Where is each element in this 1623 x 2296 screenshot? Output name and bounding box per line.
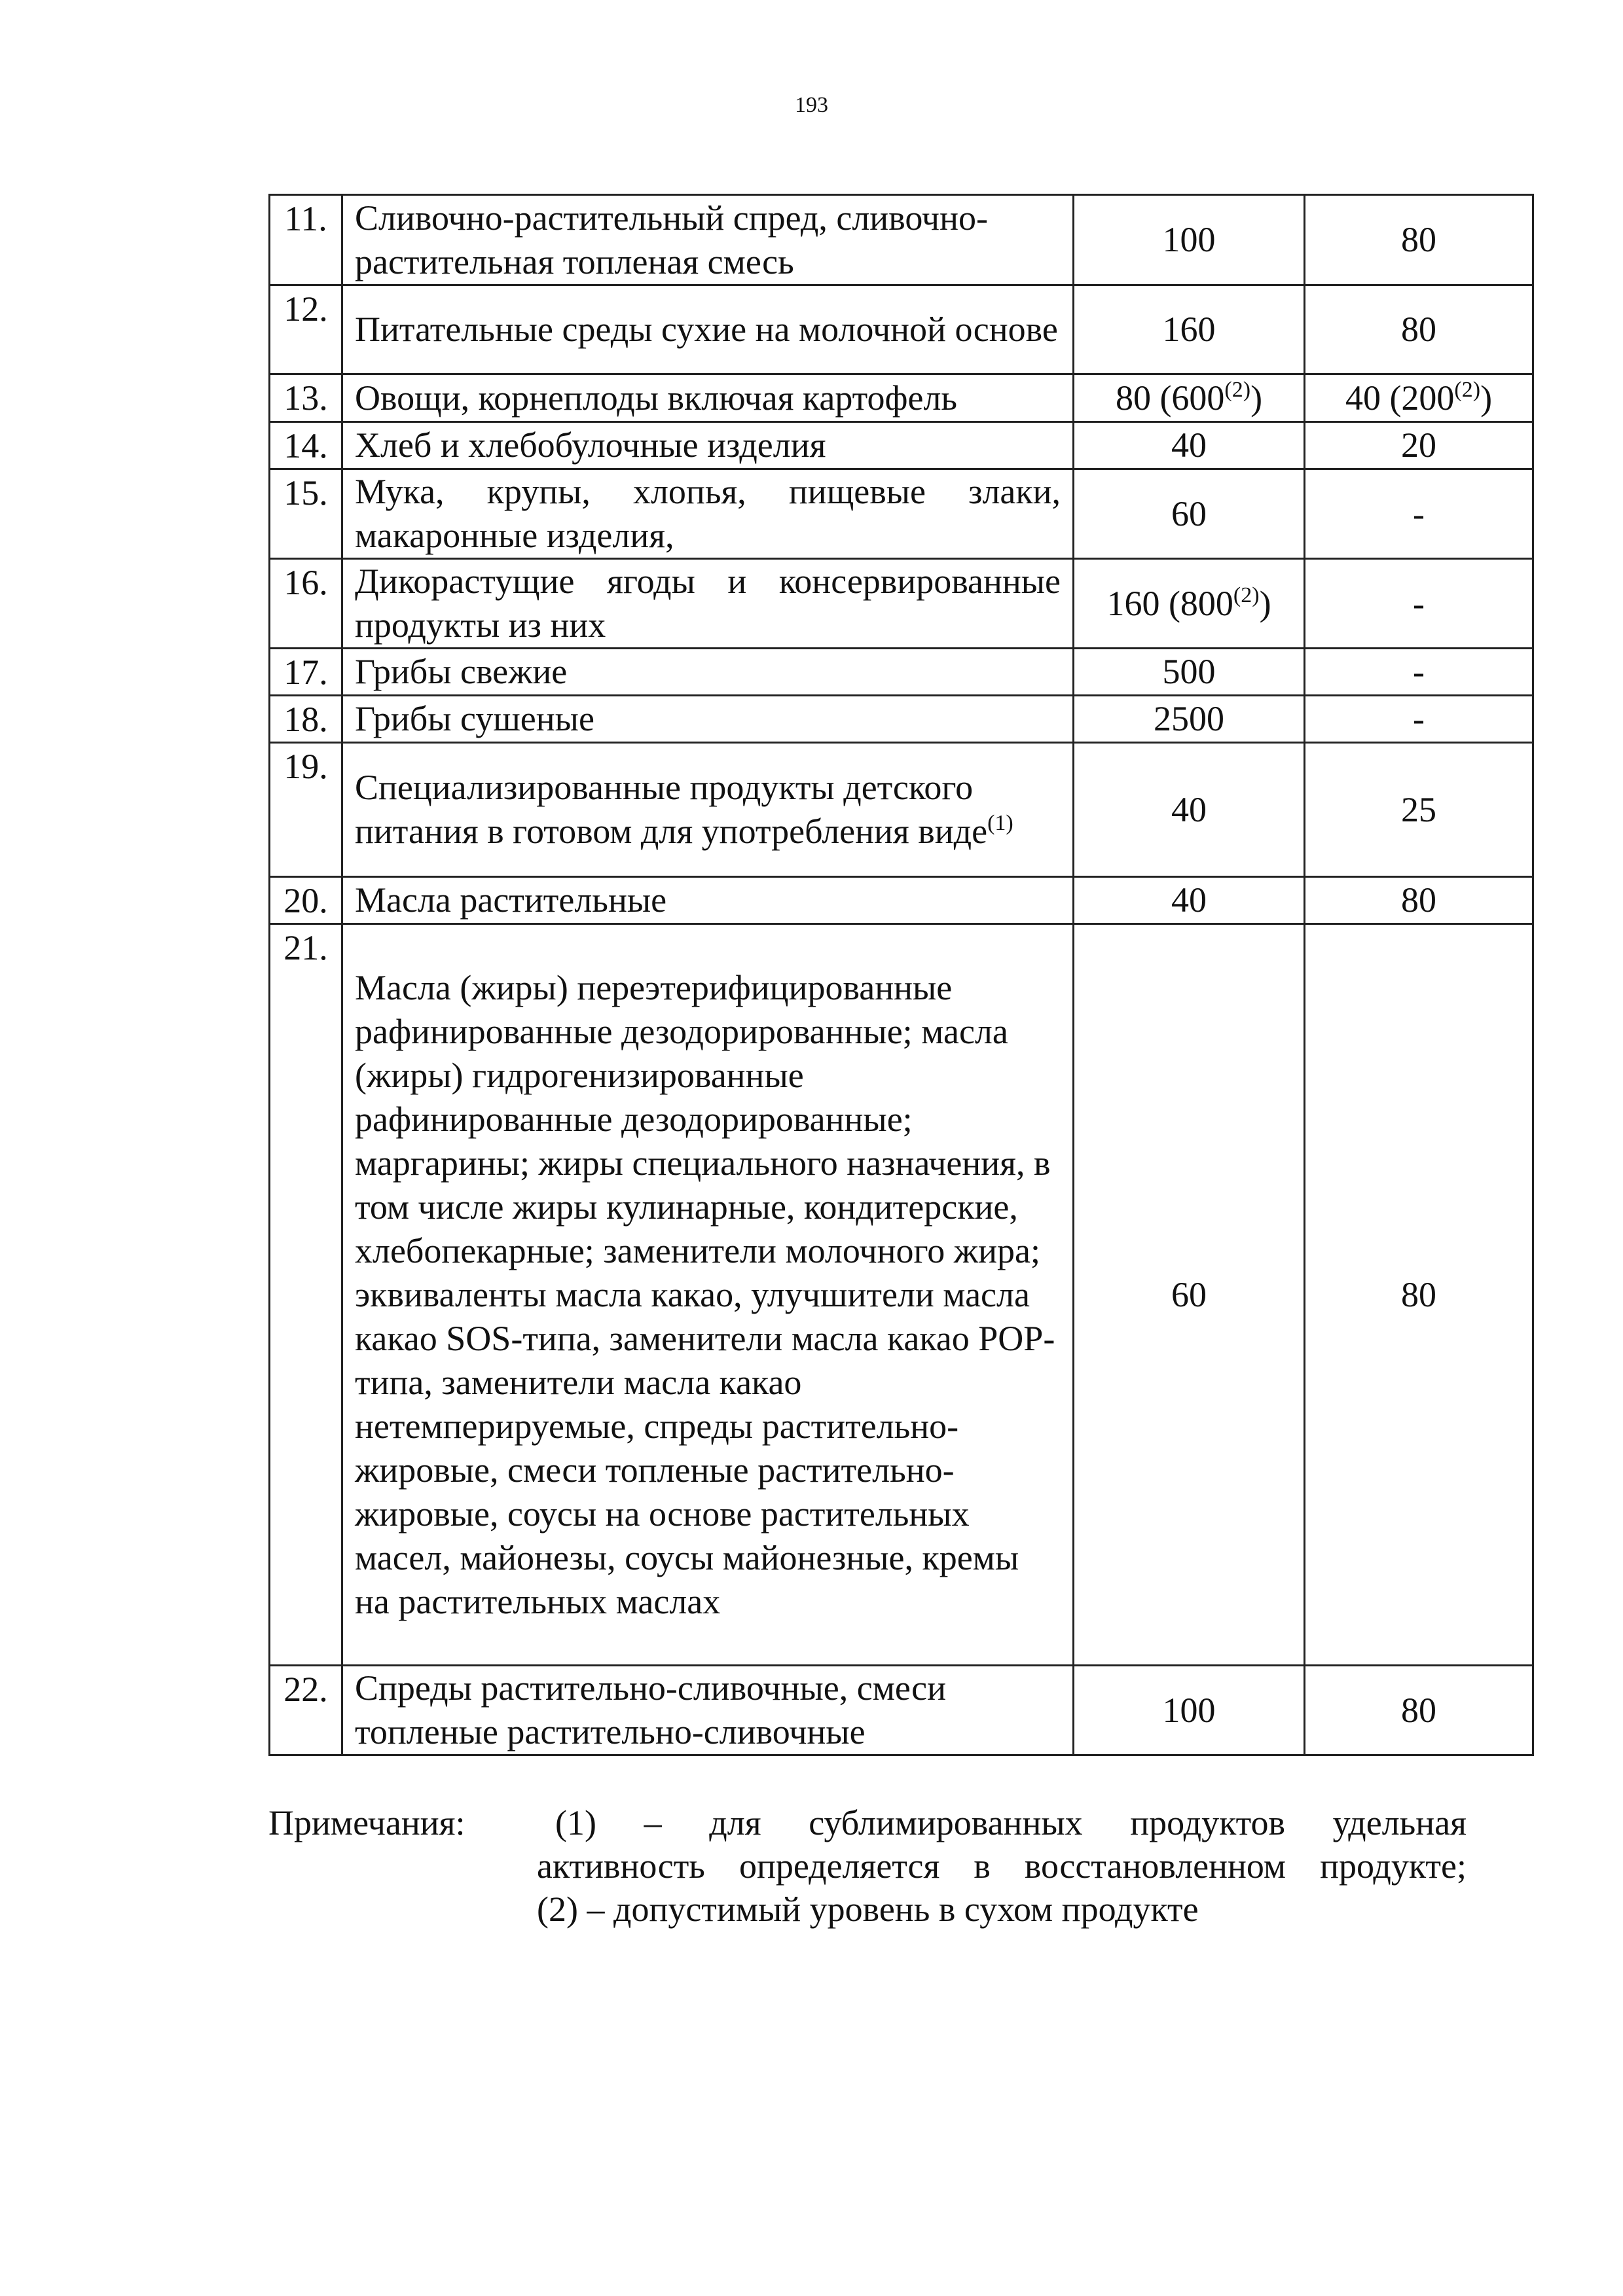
contamination-limits-table <box>268 194 1534 1756</box>
value-column-1 <box>1074 374 1305 422</box>
table-row <box>270 649 1533 696</box>
value-column-2 <box>1305 374 1533 422</box>
value-main: 80 (600 <box>1115 378 1225 418</box>
table-row <box>270 559 1533 649</box>
value-column-2: - <box>1305 469 1533 559</box>
footnote-marker: (1) <box>987 811 1013 835</box>
value-column-1: 500 <box>1074 649 1305 696</box>
page-number: 193 <box>795 93 828 117</box>
product-name: Питательные среды сухие на молочной основе <box>342 285 1074 374</box>
value-column-1: 60 <box>1074 924 1305 1666</box>
row-number: 12. <box>270 285 342 374</box>
value-column-2: 80 <box>1305 285 1533 374</box>
value-tail: ) <box>1480 378 1493 418</box>
product-name: Мука, крупы, хлопья, пищевые злаки, макаронные изделия, <box>342 469 1074 559</box>
value-column-2: 25 <box>1305 743 1533 877</box>
value-column-1: 100 <box>1074 195 1305 285</box>
note-line-1: (1) – для сублимированных продуктов удельная <box>555 1803 1467 1842</box>
table-row <box>270 422 1533 469</box>
footnote-marker: (2) <box>1224 377 1251 402</box>
value-column-1: 40 <box>1074 422 1305 469</box>
value-column-2: - <box>1305 559 1533 649</box>
value-tail: ) <box>1259 583 1271 623</box>
product-name: Грибы свежие <box>342 649 1074 696</box>
value-column-2: 20 <box>1305 422 1533 469</box>
value-column-2: - <box>1305 696 1533 743</box>
value-column-1 <box>1074 559 1305 649</box>
row-number: 19. <box>270 743 342 877</box>
footnote-marker: (2) <box>1233 583 1260 607</box>
product-name: Хлеб и хлебобулочные изделия <box>342 422 1074 469</box>
notes-label: Примечания: <box>268 1803 465 1842</box>
table-row <box>270 374 1533 422</box>
product-name: Дикорастущие ягоды и консервированные продукты из них <box>342 559 1074 649</box>
value-column-1: 60 <box>1074 469 1305 559</box>
product-name: Масла растительные <box>342 877 1074 924</box>
product-name-text: Специализированные продукты детского питания в готовом для употребления виде <box>355 768 988 851</box>
value-column-1: 100 <box>1074 1666 1305 1755</box>
value-main: 40 (200 <box>1345 378 1455 418</box>
note-line-3: (2) – допустимый уровень в сухом продукте <box>537 1890 1199 1929</box>
value-column-2: 80 <box>1305 195 1533 285</box>
row-number: 11. <box>270 195 342 285</box>
table-row <box>270 469 1533 559</box>
row-number: 18. <box>270 696 342 743</box>
table-row <box>270 924 1533 1666</box>
notes-body <box>537 1801 1467 1931</box>
table-row <box>270 696 1533 743</box>
value-column-2: 80 <box>1305 877 1533 924</box>
table-row <box>270 195 1533 285</box>
row-number: 17. <box>270 649 342 696</box>
row-number: 16. <box>270 559 342 649</box>
product-name: Масла (жиры) переэтерифицированные рафинированные дезодорированные; масла (жиры) гидрогенизированные рафинированные дезодорированные; маргарины; жиры специального назначения, в том числе жиры кулинарные, кондитерские, хлебопекарные; заменители молочного жира; эквиваленты масла какао, улучшители масла какао SOS-типа, заменители масла какао POP-типа, заменители масла какао нетемперируемые, спреды растительно-жировые, смеси топленые растительно-жировые, соусы на основе растительных масел, майонезы, соусы майонезные, кремы на растительных маслах <box>342 924 1074 1666</box>
row-number: 13. <box>270 374 342 422</box>
product-name: Сливочно-растительный спред, сливочно-растительная топленая смесь <box>342 195 1074 285</box>
table-row <box>270 1666 1533 1755</box>
table-row <box>270 743 1533 877</box>
footnote-marker: (2) <box>1454 377 1481 402</box>
product-name: Грибы сушеные <box>342 696 1074 743</box>
product-name: Спреды растительно-сливочные, смеси топленые растительно-сливочные <box>342 1666 1074 1755</box>
value-column-2: - <box>1305 649 1533 696</box>
product-name: Овощи, корнеплоды включая картофель <box>342 374 1074 422</box>
value-column-1: 40 <box>1074 877 1305 924</box>
value-column-1: 2500 <box>1074 696 1305 743</box>
value-column-2: 80 <box>1305 924 1533 1666</box>
value-tail: ) <box>1250 378 1263 418</box>
value-column-1: 40 <box>1074 743 1305 877</box>
product-name <box>342 743 1074 877</box>
row-number: 14. <box>270 422 342 469</box>
row-number: 22. <box>270 1666 342 1755</box>
row-number: 21. <box>270 924 342 1666</box>
table-row <box>270 877 1533 924</box>
value-main: 160 (800 <box>1106 583 1233 623</box>
table-row <box>270 285 1533 374</box>
row-number: 20. <box>270 877 342 924</box>
row-number: 15. <box>270 469 342 559</box>
note-line-2: активность определяется в восстановленном продукте; <box>537 1846 1467 1886</box>
value-column-2: 80 <box>1305 1666 1533 1755</box>
value-column-1: 160 <box>1074 285 1305 374</box>
